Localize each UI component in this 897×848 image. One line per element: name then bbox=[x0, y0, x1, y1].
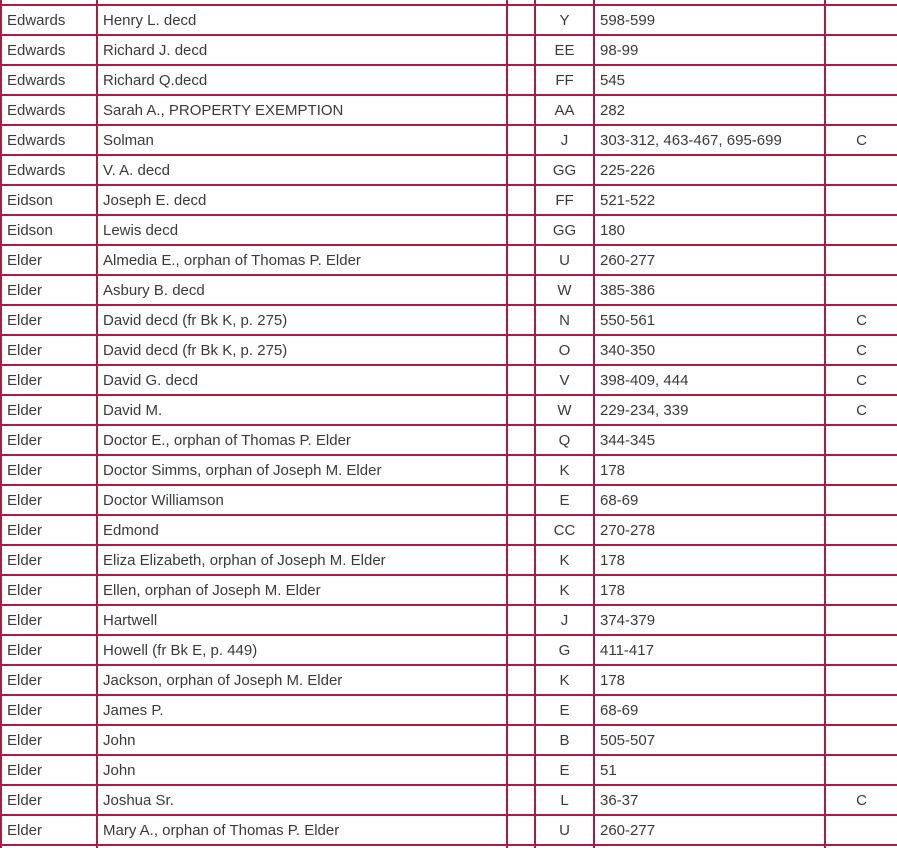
cell-pages: 545 bbox=[594, 65, 825, 95]
cell-name: David M. bbox=[97, 395, 507, 425]
cell-pages: 98-99 bbox=[594, 35, 825, 65]
table-row bbox=[1, 395, 897, 425]
cell-pages: 398-409, 444 bbox=[594, 365, 825, 395]
cell-name: Richard Q.decd bbox=[97, 65, 507, 95]
cell-book: U bbox=[535, 815, 594, 845]
table-row bbox=[1, 155, 897, 185]
cell-surname: Elder bbox=[1, 365, 97, 395]
cell-pages: 521-522 bbox=[594, 185, 825, 215]
cell-surname: Elder bbox=[1, 395, 97, 425]
cell-surname: Edwards bbox=[1, 125, 97, 155]
cell-blank bbox=[507, 365, 535, 395]
cell-note bbox=[825, 665, 897, 695]
cell-surname: Elder bbox=[1, 755, 97, 785]
cell-name: Doctor Williamson bbox=[97, 485, 507, 515]
table-row bbox=[1, 185, 897, 215]
cell-name: Joshua Sr. bbox=[97, 785, 507, 815]
cell-book: E bbox=[535, 755, 594, 785]
cell-blank bbox=[507, 755, 535, 785]
cell-name: Doctor E., orphan of Thomas P. Elder bbox=[97, 425, 507, 455]
cell-name: David G. decd bbox=[97, 365, 507, 395]
cell-note: C bbox=[825, 785, 897, 815]
table-row bbox=[1, 575, 897, 605]
cell-note bbox=[825, 515, 897, 545]
cell-note bbox=[825, 455, 897, 485]
table-row bbox=[1, 815, 897, 845]
cell-surname: Elder bbox=[1, 485, 97, 515]
table-row bbox=[1, 35, 897, 65]
cell-pages: 68-69 bbox=[594, 485, 825, 515]
cell-book: GG bbox=[535, 155, 594, 185]
cell-pages: 178 bbox=[594, 455, 825, 485]
cell-name: Sarah A., PROPERTY EXEMPTION bbox=[97, 95, 507, 125]
cell-surname: Edwards bbox=[1, 5, 97, 35]
cell-blank bbox=[507, 395, 535, 425]
cell-pages: 344-345 bbox=[594, 425, 825, 455]
cell-pages: 303-312, 463-467, 695-699 bbox=[594, 125, 825, 155]
cell-book: Q bbox=[535, 425, 594, 455]
table-row bbox=[1, 755, 897, 785]
cell-surname: Elder bbox=[1, 275, 97, 305]
cell-surname: Elder bbox=[1, 575, 97, 605]
cell-book: AA bbox=[535, 95, 594, 125]
cell-name: James P. bbox=[97, 695, 507, 725]
cell-name: Richard J. decd bbox=[97, 35, 507, 65]
cell-blank bbox=[507, 215, 535, 245]
table-row bbox=[1, 245, 897, 275]
cell-note bbox=[825, 35, 897, 65]
cell-name: Solman bbox=[97, 125, 507, 155]
cell-note: C bbox=[825, 125, 897, 155]
cell-name: John bbox=[97, 755, 507, 785]
cell-pages: 385-386 bbox=[594, 275, 825, 305]
cell-pages: 340-350 bbox=[594, 335, 825, 365]
cell-note bbox=[825, 725, 897, 755]
cell-note: C bbox=[825, 305, 897, 335]
table-row bbox=[1, 695, 897, 725]
cell-blank bbox=[507, 185, 535, 215]
cell-blank bbox=[507, 695, 535, 725]
table-row bbox=[1, 215, 897, 245]
cell-name: Lewis decd bbox=[97, 215, 507, 245]
cell-note bbox=[825, 695, 897, 725]
cell-note bbox=[825, 425, 897, 455]
cell-blank bbox=[507, 725, 535, 755]
cell-surname: Eidson bbox=[1, 185, 97, 215]
cell-surname: Elder bbox=[1, 425, 97, 455]
cell-blank bbox=[507, 785, 535, 815]
cell-blank bbox=[507, 155, 535, 185]
cell-name: Almedia E., orphan of Thomas P. Elder bbox=[97, 245, 507, 275]
cell-note bbox=[825, 275, 897, 305]
cell-note bbox=[825, 5, 897, 35]
cell-blank bbox=[507, 125, 535, 155]
table-row bbox=[1, 605, 897, 635]
cell-blank bbox=[507, 425, 535, 455]
cell-book: K bbox=[535, 665, 594, 695]
cell-blank bbox=[507, 35, 535, 65]
cell-note bbox=[825, 575, 897, 605]
cell-book: O bbox=[535, 335, 594, 365]
cell-book: J bbox=[535, 605, 594, 635]
cell-book: GG bbox=[535, 215, 594, 245]
table-row bbox=[1, 305, 897, 335]
cell-surname: Eidson bbox=[1, 215, 97, 245]
table-row bbox=[1, 485, 897, 515]
cell-surname: Elder bbox=[1, 245, 97, 275]
cell-book: K bbox=[535, 545, 594, 575]
cell-note bbox=[825, 635, 897, 665]
cell-name: V. A. decd bbox=[97, 155, 507, 185]
cell-pages: 505-507 bbox=[594, 725, 825, 755]
cell-book: E bbox=[535, 695, 594, 725]
cell-pages: 178 bbox=[594, 545, 825, 575]
cell-book: V bbox=[535, 365, 594, 395]
cell-book: Y bbox=[535, 5, 594, 35]
cell-blank bbox=[507, 455, 535, 485]
cell-pages: 260-277 bbox=[594, 815, 825, 845]
table-row bbox=[1, 785, 897, 815]
cell-book: FF bbox=[535, 65, 594, 95]
cell-surname: Elder bbox=[1, 515, 97, 545]
cell-surname: Elder bbox=[1, 725, 97, 755]
cell-pages: 282 bbox=[594, 95, 825, 125]
cell-surname: Elder bbox=[1, 815, 97, 845]
cell-book: FF bbox=[535, 185, 594, 215]
cell-name: Edmond bbox=[97, 515, 507, 545]
cell-name: Asbury B. decd bbox=[97, 275, 507, 305]
cell-name: Ellen, orphan of Joseph M. Elder bbox=[97, 575, 507, 605]
table-row bbox=[1, 515, 897, 545]
cell-pages: 598-599 bbox=[594, 5, 825, 35]
table-row bbox=[1, 545, 897, 575]
table-row bbox=[1, 455, 897, 485]
cell-note bbox=[825, 185, 897, 215]
cell-note bbox=[825, 485, 897, 515]
cell-blank bbox=[507, 5, 535, 35]
cell-name: David decd (fr Bk K, p. 275) bbox=[97, 335, 507, 365]
cell-blank bbox=[507, 65, 535, 95]
cell-surname: Edwards bbox=[1, 155, 97, 185]
cell-pages: 178 bbox=[594, 575, 825, 605]
cell-surname: Elder bbox=[1, 545, 97, 575]
cell-blank bbox=[507, 245, 535, 275]
cell-surname: Elder bbox=[1, 695, 97, 725]
cell-pages: 68-69 bbox=[594, 695, 825, 725]
table-row bbox=[1, 635, 897, 665]
cell-surname: Elder bbox=[1, 785, 97, 815]
cell-name: John bbox=[97, 725, 507, 755]
cell-surname: Elder bbox=[1, 605, 97, 635]
cell-name: David decd (fr Bk K, p. 275) bbox=[97, 305, 507, 335]
table-row bbox=[1, 5, 897, 35]
cell-note bbox=[825, 545, 897, 575]
table-row bbox=[1, 335, 897, 365]
cell-book: N bbox=[535, 305, 594, 335]
cell-pages: 229-234, 339 bbox=[594, 395, 825, 425]
cell-book: K bbox=[535, 455, 594, 485]
cell-name: Hartwell bbox=[97, 605, 507, 635]
cell-blank bbox=[507, 575, 535, 605]
cell-note bbox=[825, 95, 897, 125]
cell-book: L bbox=[535, 785, 594, 815]
cell-pages: 550-561 bbox=[594, 305, 825, 335]
cell-name: Eliza Elizabeth, orphan of Joseph M. Elder bbox=[97, 545, 507, 575]
cell-surname: Edwards bbox=[1, 35, 97, 65]
cell-surname: Elder bbox=[1, 635, 97, 665]
cell-book: G bbox=[535, 635, 594, 665]
table-row bbox=[1, 65, 897, 95]
cell-blank bbox=[507, 815, 535, 845]
cell-surname: Elder bbox=[1, 335, 97, 365]
cell-pages: 225-226 bbox=[594, 155, 825, 185]
cell-surname: Edwards bbox=[1, 95, 97, 125]
cell-blank bbox=[507, 485, 535, 515]
cell-blank bbox=[507, 305, 535, 335]
cell-book: W bbox=[535, 275, 594, 305]
cell-book: J bbox=[535, 125, 594, 155]
cell-surname: Elder bbox=[1, 665, 97, 695]
cell-name: Howell (fr Bk E, p. 449) bbox=[97, 635, 507, 665]
cell-name: Joseph E. decd bbox=[97, 185, 507, 215]
cell-blank bbox=[507, 275, 535, 305]
cell-surname: Elder bbox=[1, 305, 97, 335]
cell-blank bbox=[507, 635, 535, 665]
cell-book: E bbox=[535, 485, 594, 515]
cell-name: Jackson, orphan of Joseph M. Elder bbox=[97, 665, 507, 695]
table-row bbox=[1, 95, 897, 125]
cell-note bbox=[825, 155, 897, 185]
cell-note bbox=[825, 755, 897, 785]
cell-note: C bbox=[825, 395, 897, 425]
cell-note bbox=[825, 215, 897, 245]
cell-blank bbox=[507, 545, 535, 575]
cell-blank bbox=[507, 515, 535, 545]
cell-book: EE bbox=[535, 35, 594, 65]
cell-name: Mary A., orphan of Thomas P. Elder bbox=[97, 815, 507, 845]
cell-book: CC bbox=[535, 515, 594, 545]
cell-pages: 270-278 bbox=[594, 515, 825, 545]
table-row bbox=[1, 725, 897, 755]
table-row bbox=[1, 365, 897, 395]
table-row bbox=[1, 665, 897, 695]
cell-pages: 411-417 bbox=[594, 635, 825, 665]
cell-blank bbox=[507, 665, 535, 695]
cell-name: Henry L. decd bbox=[97, 5, 507, 35]
cell-pages: 180 bbox=[594, 215, 825, 245]
table-row bbox=[1, 275, 897, 305]
cell-note bbox=[825, 245, 897, 275]
cell-surname: Edwards bbox=[1, 65, 97, 95]
cell-book: B bbox=[535, 725, 594, 755]
table-row bbox=[1, 425, 897, 455]
cell-pages: 260-277 bbox=[594, 245, 825, 275]
cell-book: U bbox=[535, 245, 594, 275]
cell-pages: 374-379 bbox=[594, 605, 825, 635]
cell-surname: Elder bbox=[1, 455, 97, 485]
cell-blank bbox=[507, 335, 535, 365]
cell-note: C bbox=[825, 365, 897, 395]
cell-note bbox=[825, 815, 897, 845]
cell-book: K bbox=[535, 575, 594, 605]
cell-pages: 36-37 bbox=[594, 785, 825, 815]
cell-book: W bbox=[535, 395, 594, 425]
cell-note bbox=[825, 605, 897, 635]
table-row bbox=[1, 125, 897, 155]
cell-pages: 178 bbox=[594, 665, 825, 695]
cell-name: Doctor Simms, orphan of Joseph M. Elder bbox=[97, 455, 507, 485]
cell-note: C bbox=[825, 335, 897, 365]
cell-pages: 51 bbox=[594, 755, 825, 785]
cell-blank bbox=[507, 605, 535, 635]
cell-note bbox=[825, 65, 897, 95]
cell-blank bbox=[507, 95, 535, 125]
